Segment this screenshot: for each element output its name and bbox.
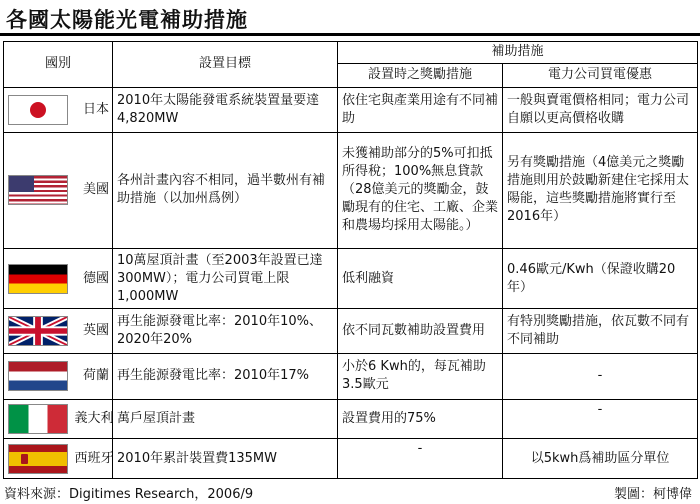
table-row xyxy=(4,399,698,439)
flag-cell xyxy=(4,399,71,439)
table-row xyxy=(4,132,698,249)
utility-cell: 另有獎勵措施（4億美元之獎勵措施則用於鼓勵新建住宅採用太陽能，這些獎勵措施將實行至2016年） xyxy=(503,132,698,249)
title-rule xyxy=(0,33,700,36)
flag-cell xyxy=(4,354,71,400)
utility-cell: 0.46歐元/Kwh（保證收購20年） xyxy=(503,249,698,309)
subsidy-table xyxy=(3,41,698,479)
install-cell: 低利融資 xyxy=(338,249,503,309)
japan-flag-icon xyxy=(8,95,68,125)
flag-cell xyxy=(4,439,71,479)
country-name: 荷蘭 xyxy=(71,354,113,400)
install-cell: 依不同瓦數補助設置費用 xyxy=(338,309,503,354)
table-row xyxy=(4,309,698,354)
install-cell: 設置費用的75% xyxy=(338,399,503,439)
country-name: 義大利 xyxy=(71,399,113,439)
target-cell: 2010年太陽能發電系統裝置量要達4,820MW xyxy=(113,87,338,132)
header-subsidy: 補助措施 xyxy=(338,42,698,64)
uk-flag-icon xyxy=(8,316,68,346)
utility-cell: 以5kwh爲補助區分單位 xyxy=(503,439,698,479)
germany-flag-icon xyxy=(8,264,68,294)
country-name: 英國 xyxy=(71,309,113,354)
country-name: 美國 xyxy=(71,132,113,249)
install-cell: 小於6 Kwh的，每瓦補助3.5歐元 xyxy=(338,354,503,400)
flag-cell xyxy=(4,309,71,354)
source-note: 資料來源：Digitimes Research，2006/9 xyxy=(4,487,254,502)
target-cell: 2010年累計裝置費135MW xyxy=(113,439,338,479)
spain-flag-icon xyxy=(8,444,68,474)
install-cell: 未獲補助部分的5%可扣抵所得稅；100%無息貸款（28億美元的獎勵金，鼓勵現有的住宅、工廠、企業和農場均採用太陽能。） xyxy=(338,132,503,249)
country-name: 西班牙 xyxy=(71,439,113,479)
target-cell: 再生能源發電比率：2010年10%、2020年20% xyxy=(113,309,338,354)
subsidy-table-wrapper xyxy=(3,41,697,479)
target-cell: 各州計畫內容不相同，過半數州有補助措施（以加州爲例） xyxy=(113,132,338,249)
table-row xyxy=(4,87,698,132)
page-title: 各國太陽能光電補助措施 xyxy=(6,8,248,32)
country-name: 德國 xyxy=(71,249,113,309)
italy-flag-icon xyxy=(8,404,68,434)
target-cell: 再生能源發電比率：2010年17% xyxy=(113,354,338,400)
utility-cell: - xyxy=(503,354,698,400)
country-name: 日本 xyxy=(71,87,113,132)
header-country: 國別 xyxy=(4,42,113,88)
table-row xyxy=(4,354,698,400)
author-note: 製圖：柯博偉 xyxy=(613,487,692,502)
header-target: 設置目標 xyxy=(113,42,338,88)
usa-flag-icon xyxy=(8,175,68,205)
table-row xyxy=(4,439,698,479)
target-cell: 萬戶屋頂計畫 xyxy=(113,399,338,439)
netherlands-flag-icon xyxy=(8,361,68,391)
header-utility-purchase: 電力公司買電優惠 xyxy=(503,63,698,87)
install-cell: 依住宅與產業用途有不同補助 xyxy=(338,87,503,132)
utility-cell: 一般與賣電價格相同；電力公司自願以更高價格收購 xyxy=(503,87,698,132)
utility-cell: - xyxy=(503,399,698,439)
table-row xyxy=(4,249,698,309)
utility-cell: 有特別獎勵措施，依瓦數不同有不同補助 xyxy=(503,309,698,354)
flag-cell xyxy=(4,249,71,309)
header-install-incentive: 設置時之獎勵措施 xyxy=(338,63,503,87)
install-cell: - xyxy=(338,439,503,479)
flag-cell xyxy=(4,87,71,132)
target-cell: 10萬屋頂計畫（至2003年設置已達300MW）；電力公司買電上限1,000MW xyxy=(113,249,338,309)
flag-cell xyxy=(4,132,71,249)
